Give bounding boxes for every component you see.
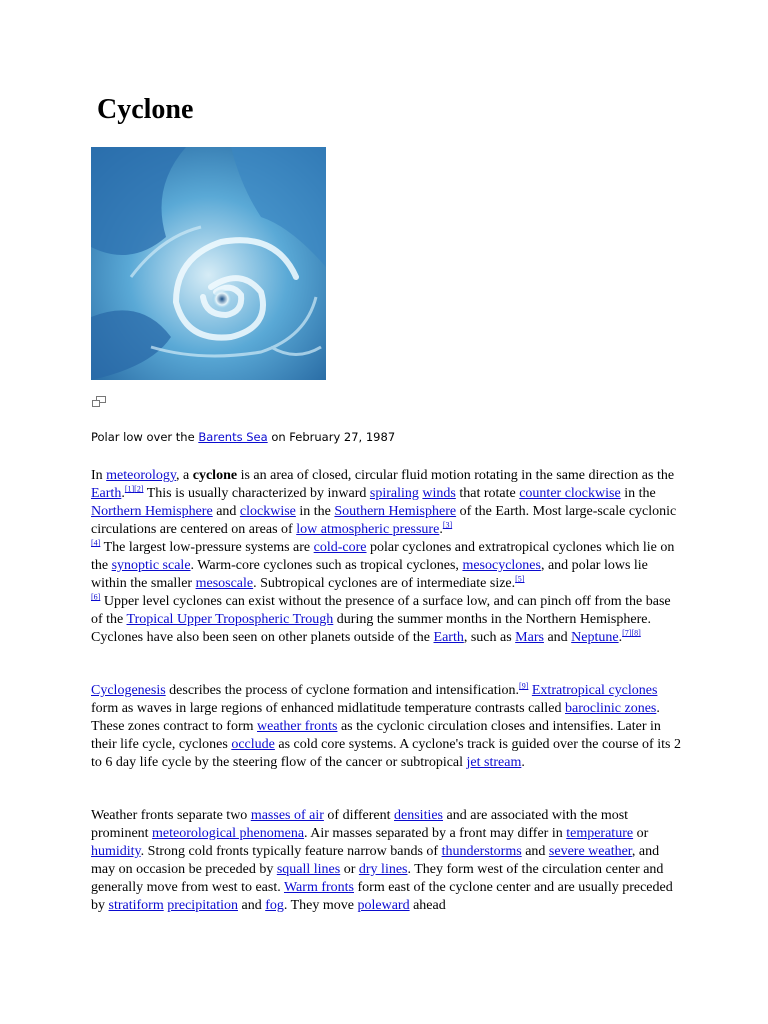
page-title: Cyclone (97, 94, 194, 125)
ref-4[interactable]: [4] (91, 538, 101, 548)
link-winds[interactable]: winds (422, 486, 456, 501)
cyclone-satellite-image[interactable] (91, 147, 326, 380)
link-precipitation[interactable]: precipitation (167, 898, 238, 913)
link-dry-lines[interactable]: dry lines (358, 862, 408, 877)
link-earth[interactable]: Earth (91, 486, 122, 501)
link-poleward[interactable]: poleward (357, 898, 410, 913)
link-southern-hemisphere[interactable]: Southern Hemisphere (334, 504, 457, 519)
link-mars[interactable]: Mars (515, 630, 544, 645)
link-earth-2[interactable]: Earth (433, 630, 464, 645)
ref-1[interactable]: [1] (124, 484, 135, 494)
link-occlude[interactable]: occlude (231, 737, 275, 752)
paragraph-intro: In meteorology, a cyclone is an area of closed, circular fluid motion rotating in the same direction as the Earth.[1][2] This is usually characterized by inward spiraling winds that rotate counter clockwise in the Northern Hemisphere and clockwise in the Southern Hemisphere of the Earth. Most large-scale cyclonic circulations are centered on areas of low atmospheric pressure.[3] [4] The largest low-pressure systems are cold-core polar cyclones and extratropical cyclones which lie on the synoptic scale. Warm-core cyclones such as tropical cyclones, mesocyclones, and polar lows lie within the smaller mesoscale. Subtropical cyclones are of intermediate size.[5] [6] Upper level cyclones can exist without the presence of a surface low, and can pinch off from the base of the Tropical Upper Tropospheric Trough during the summer months in the Northern Hemisphere. Cyclones have also been seen on other planets outside of the Earth, such as Mars and Neptune.[7][8] (91, 468, 677, 645)
ref-9[interactable]: [9] (519, 681, 529, 691)
link-neptune[interactable]: Neptune (571, 630, 619, 645)
enlarge-icon[interactable] (92, 396, 106, 407)
link-warm-fronts[interactable]: Warm fronts (283, 880, 354, 895)
ref-7[interactable]: [7] (622, 628, 632, 638)
term-cyclone: cyclone (192, 468, 238, 483)
paragraph-weather-fronts: Weather fronts separate two masses of air of different densities and are associated with the most prominent meteorological phenomena. Air masses separated by a front may differ in temperature or humidity. Strong cold fronts typically feature narrow bands of thunderstorms and severe weather, and may on occasion be preceded by squall lines or dry lines. They form west of the circulation center and generally move from west to east. Warm fronts form east of the cyclone center and are usually preceded by stratiform precipitation and fog. They move poleward ahead (91, 808, 673, 913)
link-baroclinic-zones[interactable]: baroclinic zones (565, 701, 657, 716)
link-stratiform[interactable]: stratiform (108, 898, 164, 913)
link-meteorology[interactable]: meteorology (106, 468, 177, 483)
link-cyclogenesis[interactable]: Cyclogenesis (91, 683, 166, 698)
link-fog[interactable]: fog (265, 898, 284, 913)
link-mesocyclones[interactable]: mesocyclones (462, 558, 541, 573)
ref-8[interactable]: [8] (631, 628, 641, 638)
paragraph-cyclogenesis: Cyclogenesis describes the process of cyclone formation and intensification.[9] Extratropical cyclones form as waves in large regions of enhanced midlatitude temperature contrasts called baroclinic zones. These zones contract to form weather fronts as the cyclonic circulation closes and intensifies. Later in their life cycle, cyclones occlude as cold core systems. A cyclone's track is guided over the course of its 2 to 6 day life cycle by the steering flow of the cancer or subtropical jet stream. (91, 681, 681, 770)
link-jet-stream[interactable]: jet stream (466, 755, 522, 770)
link-meteorological-phenomena[interactable]: meteorological phenomena (152, 826, 305, 841)
ref-3[interactable]: [3] (442, 520, 453, 530)
image-caption: Polar low over the Barents Sea on February 27, 1987 (91, 430, 396, 444)
link-extratropical-cyclones[interactable]: Extratropical cyclones (531, 683, 658, 698)
link-synoptic-scale[interactable]: synoptic scale (111, 558, 191, 573)
link-weather-fronts[interactable]: weather fronts (257, 719, 338, 734)
link-tutt[interactable]: Tropical Upper Tropospheric Trough (126, 612, 334, 627)
link-clockwise[interactable]: clockwise (239, 504, 296, 519)
link-cold-core[interactable]: cold-core (313, 540, 367, 555)
link-counter-clockwise[interactable]: counter clockwise (519, 486, 621, 501)
ref-2[interactable]: [2] (134, 484, 144, 494)
link-thunderstorms[interactable]: thunderstorms (441, 844, 522, 859)
link-squall-lines[interactable]: squall lines (276, 862, 341, 877)
link-temperature[interactable]: temperature (566, 826, 634, 841)
link-low-atmospheric-pressure[interactable]: low atmospheric pressure (296, 522, 440, 537)
link-northern-hemisphere[interactable]: Northern Hemisphere (91, 504, 213, 519)
ref-5[interactable]: [5] (515, 574, 525, 584)
link-masses-of-air[interactable]: masses of air (250, 808, 324, 823)
link-spiraling[interactable]: spiraling (369, 486, 419, 501)
link-severe-weather[interactable]: severe weather (548, 844, 632, 859)
link-densities[interactable]: densities (394, 808, 444, 823)
link-barents-sea[interactable]: Barents Sea (198, 430, 268, 444)
link-mesoscale[interactable]: mesoscale (195, 576, 254, 591)
ref-6[interactable]: [6] (91, 592, 101, 602)
link-humidity[interactable]: humidity (91, 844, 141, 859)
